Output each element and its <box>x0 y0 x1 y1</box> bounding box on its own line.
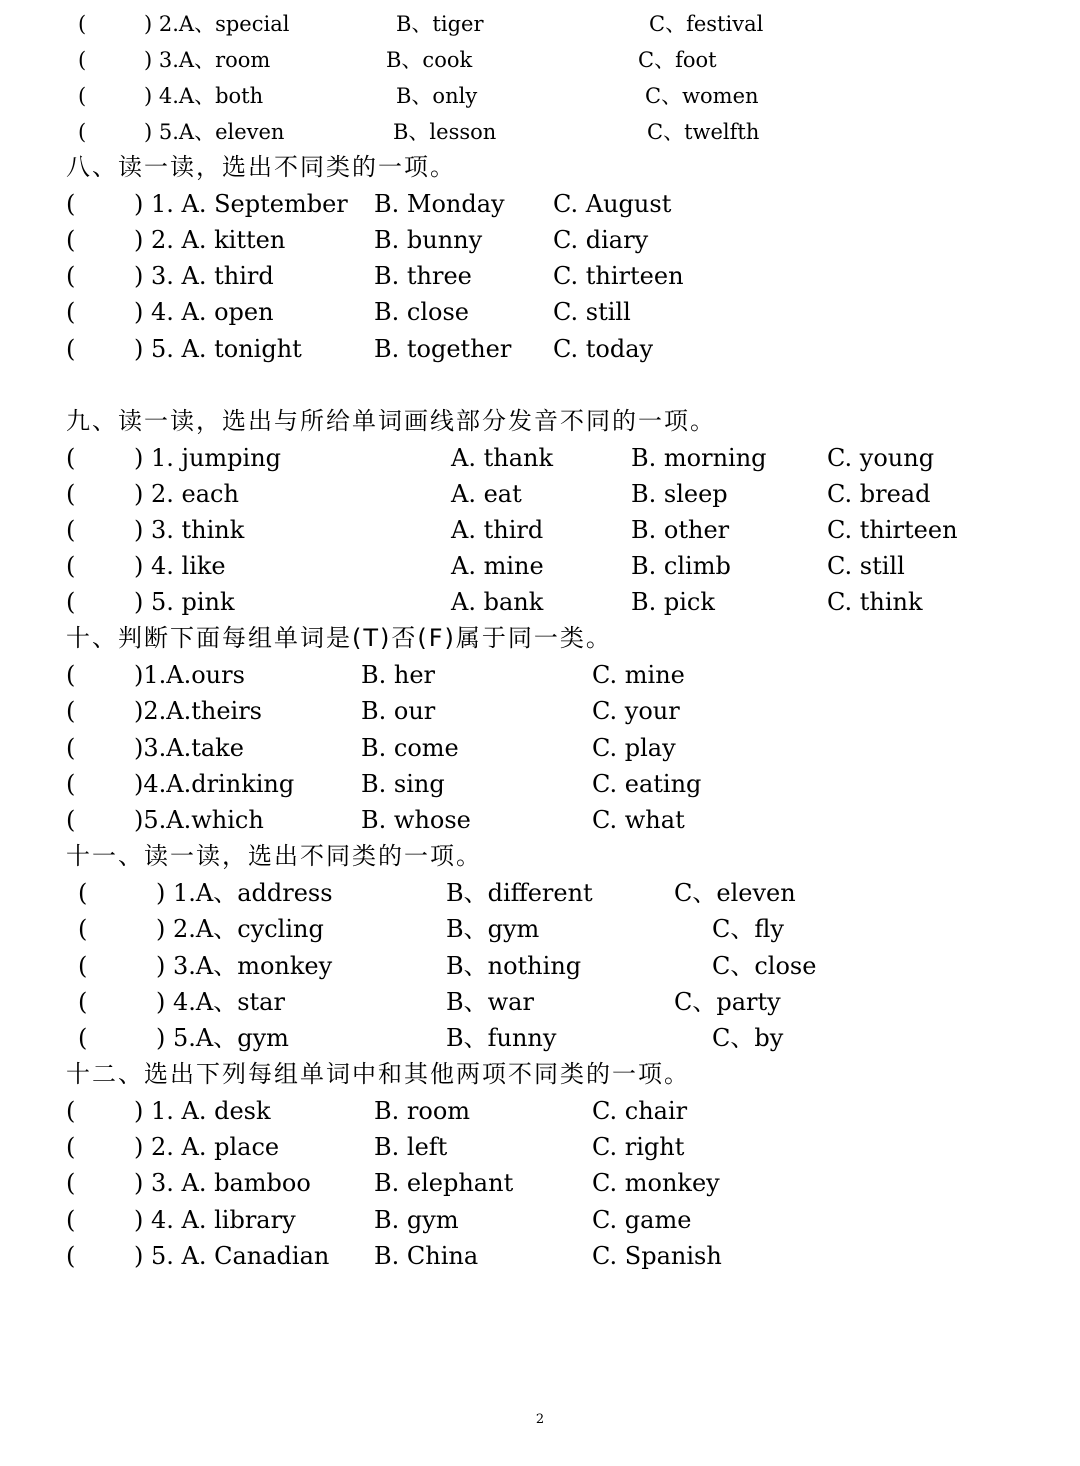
question-word: ) 3. think <box>134 516 245 544</box>
question-row <box>0 6 1080 42</box>
option-a: )1.A.ours <box>134 661 245 689</box>
answer-bracket[interactable]: ( <box>66 226 76 254</box>
option-a: ) 3. A. bamboo <box>134 1169 311 1197</box>
question-row <box>0 730 1080 766</box>
answer-bracket[interactable]: ( <box>66 516 76 544</box>
option-b: B. elephant <box>374 1169 514 1197</box>
option-a: A. mine <box>451 552 544 580</box>
option-c: C. young <box>827 444 935 472</box>
answer-bracket[interactable]: ( <box>66 444 76 472</box>
option-c: C. thirteen <box>827 516 958 544</box>
option-c: C、close <box>712 952 817 980</box>
answer-bracket[interactable]: ( <box>66 262 76 290</box>
option-c: C. today <box>553 335 654 363</box>
question-row <box>0 114 1080 150</box>
option-a: ) 4.A、star <box>156 988 285 1016</box>
answer-bracket[interactable]: ( <box>66 697 76 725</box>
option-a: ) 2. A. kitten <box>134 226 286 254</box>
question-row <box>0 548 1080 584</box>
answer-bracket[interactable]: ( <box>66 480 76 508</box>
option-a: ) 5.A、eleven <box>144 120 285 144</box>
answer-bracket[interactable]: ( <box>78 915 88 943</box>
option-c: C. August <box>553 190 672 218</box>
option-c: C. Spanish <box>592 1242 722 1270</box>
question-row <box>0 766 1080 802</box>
question-row <box>0 911 1080 947</box>
question-row <box>0 294 1080 330</box>
option-c: C、eleven <box>674 879 796 907</box>
option-a: )5.A.which <box>134 806 264 834</box>
question-row <box>0 186 1080 222</box>
answer-bracket[interactable]: ( <box>66 1206 76 1234</box>
option-b: B、cook <box>386 48 473 72</box>
answer-bracket[interactable]: ( <box>78 48 87 72</box>
answer-bracket[interactable]: ( <box>78 988 88 1016</box>
option-c: C. thirteen <box>553 262 684 290</box>
option-a: ) 3.A、monkey <box>156 952 333 980</box>
question-word: ) 4. like <box>134 552 226 580</box>
question-row <box>0 984 1080 1020</box>
option-a: A. thank <box>451 444 553 472</box>
option-b: B、gym <box>446 915 540 943</box>
option-c: C. what <box>592 806 685 834</box>
section-heading: 十二、选出下列每组单词中和其他两项不同类的一项。 <box>66 1060 690 1088</box>
option-a: ) 5. A. Canadian <box>134 1242 330 1270</box>
option-b: B. her <box>361 661 436 689</box>
option-a: A. third <box>451 516 544 544</box>
option-b: B、tiger <box>396 12 484 36</box>
answer-bracket[interactable]: ( <box>66 734 76 762</box>
answer-bracket[interactable]: ( <box>78 12 87 36</box>
option-b: B. morning <box>631 444 767 472</box>
option-c: C. game <box>592 1206 692 1234</box>
option-c: C、foot <box>638 48 717 72</box>
question-row <box>0 875 1080 911</box>
option-c: C. still <box>827 552 905 580</box>
option-b: B. come <box>361 734 459 762</box>
option-c: C、festival <box>649 12 764 36</box>
answer-bracket[interactable]: ( <box>66 661 76 689</box>
question-row <box>0 1238 1080 1274</box>
question-row <box>0 1093 1080 1129</box>
option-a: ) 3. A. third <box>134 262 274 290</box>
option-b: B. gym <box>374 1206 459 1234</box>
answer-bracket[interactable]: ( <box>66 335 76 363</box>
option-c: C. your <box>592 697 680 725</box>
question-word: ) 2. each <box>134 480 239 508</box>
option-a: )2.A.theirs <box>134 697 262 725</box>
option-b: B. bunny <box>374 226 483 254</box>
option-a: ) 4.A、both <box>144 84 264 108</box>
answer-bracket[interactable]: ( <box>78 120 87 144</box>
option-b: B. close <box>374 298 469 326</box>
option-a: ) 4. A. library <box>134 1206 296 1234</box>
option-c: C. think <box>827 588 923 616</box>
answer-bracket[interactable]: ( <box>78 1024 88 1052</box>
answer-bracket[interactable]: ( <box>78 84 87 108</box>
option-a: ) 1. A. desk <box>134 1097 271 1125</box>
option-c: C. bread <box>827 480 931 508</box>
question-row <box>0 42 1080 78</box>
option-c: C. eating <box>592 770 702 798</box>
section-heading: 十、判断下面每组单词是(T)否(F)属于同一类。 <box>66 624 612 652</box>
option-a: ) 2.A、cycling <box>156 915 324 943</box>
option-b: B. climb <box>631 552 731 580</box>
answer-bracket[interactable]: ( <box>78 879 88 907</box>
option-b: B. China <box>374 1242 479 1270</box>
question-row <box>0 512 1080 548</box>
question-row <box>0 258 1080 294</box>
question-row <box>0 657 1080 693</box>
option-a: ) 5.A、gym <box>156 1024 289 1052</box>
section-heading: 十一、读一读，选出不同类的一项。 <box>66 842 482 870</box>
option-b: B、nothing <box>446 952 582 980</box>
answer-bracket[interactable]: ( <box>66 1133 76 1161</box>
option-b: B. three <box>374 262 472 290</box>
section-heading: 九、读一读，选出与所给单词画线部分发音不同的一项。 <box>66 407 716 435</box>
question-row <box>0 693 1080 729</box>
option-c: C. diary <box>553 226 649 254</box>
question-row <box>0 584 1080 620</box>
option-a: ) 2. A. place <box>134 1133 280 1161</box>
answer-bracket[interactable]: ( <box>66 298 76 326</box>
option-b: B. pick <box>631 588 715 616</box>
question-row <box>0 331 1080 367</box>
option-c: C、twelfth <box>647 120 760 144</box>
option-b: B. whose <box>361 806 471 834</box>
option-a: ) 3.A、room <box>144 48 271 72</box>
option-a: A. bank <box>451 588 544 616</box>
option-a: ) 1.A、address <box>156 879 333 907</box>
answer-bracket[interactable]: ( <box>66 770 76 798</box>
option-b: B. room <box>374 1097 471 1125</box>
option-a: )3.A.take <box>134 734 244 762</box>
option-b: B. together <box>374 335 512 363</box>
option-c: C、women <box>645 84 759 108</box>
question-row <box>0 1202 1080 1238</box>
question-row <box>0 1129 1080 1165</box>
question-row <box>0 440 1080 476</box>
option-a: ) 2.A、special <box>144 12 290 36</box>
option-c: C. still <box>553 298 631 326</box>
option-a: ) 4. A. open <box>134 298 274 326</box>
question-word: ) 5. pink <box>134 588 235 616</box>
answer-bracket[interactable]: ( <box>78 952 88 980</box>
question-row <box>0 948 1080 984</box>
option-c: C. play <box>592 734 676 762</box>
page-number: 2 <box>535 1412 545 1427</box>
question-row <box>0 1165 1080 1201</box>
option-b: B、lesson <box>393 120 497 144</box>
option-a: ) 1. A. September <box>134 190 348 218</box>
option-b: B. sleep <box>631 480 728 508</box>
option-c: C、party <box>674 988 781 1016</box>
answer-bracket[interactable]: ( <box>66 588 76 616</box>
question-row <box>0 802 1080 838</box>
option-c: C. chair <box>592 1097 688 1125</box>
question-row <box>0 476 1080 512</box>
option-b: B. our <box>361 697 436 725</box>
option-b: B、different <box>446 879 593 907</box>
option-b: B、war <box>446 988 534 1016</box>
answer-bracket[interactable]: ( <box>66 1169 76 1197</box>
option-b: B. left <box>374 1133 448 1161</box>
answer-bracket[interactable]: ( <box>66 552 76 580</box>
question-row <box>0 222 1080 258</box>
question-row <box>0 78 1080 114</box>
answer-bracket[interactable]: ( <box>66 1242 76 1270</box>
question-word: ) 1. jumping <box>134 444 282 472</box>
option-c: C. monkey <box>592 1169 720 1197</box>
option-b: B. Monday <box>374 190 505 218</box>
answer-bracket[interactable]: ( <box>66 190 76 218</box>
option-c: C. mine <box>592 661 685 689</box>
option-a: ) 5. A. tonight <box>134 335 302 363</box>
question-row <box>0 1020 1080 1056</box>
option-c: C. right <box>592 1133 685 1161</box>
section-heading: 八、读一读，选出不同类的一项。 <box>66 153 456 181</box>
answer-bracket[interactable]: ( <box>66 1097 76 1125</box>
option-b: B. sing <box>361 770 445 798</box>
answer-bracket[interactable]: ( <box>66 806 76 834</box>
option-b: B、only <box>396 84 478 108</box>
option-c: C、by <box>712 1024 784 1052</box>
option-c: C、fly <box>712 915 784 943</box>
option-a: A. eat <box>451 480 522 508</box>
option-b: B、funny <box>446 1024 557 1052</box>
option-a: )4.A.drinking <box>134 770 295 798</box>
option-b: B. other <box>631 516 730 544</box>
